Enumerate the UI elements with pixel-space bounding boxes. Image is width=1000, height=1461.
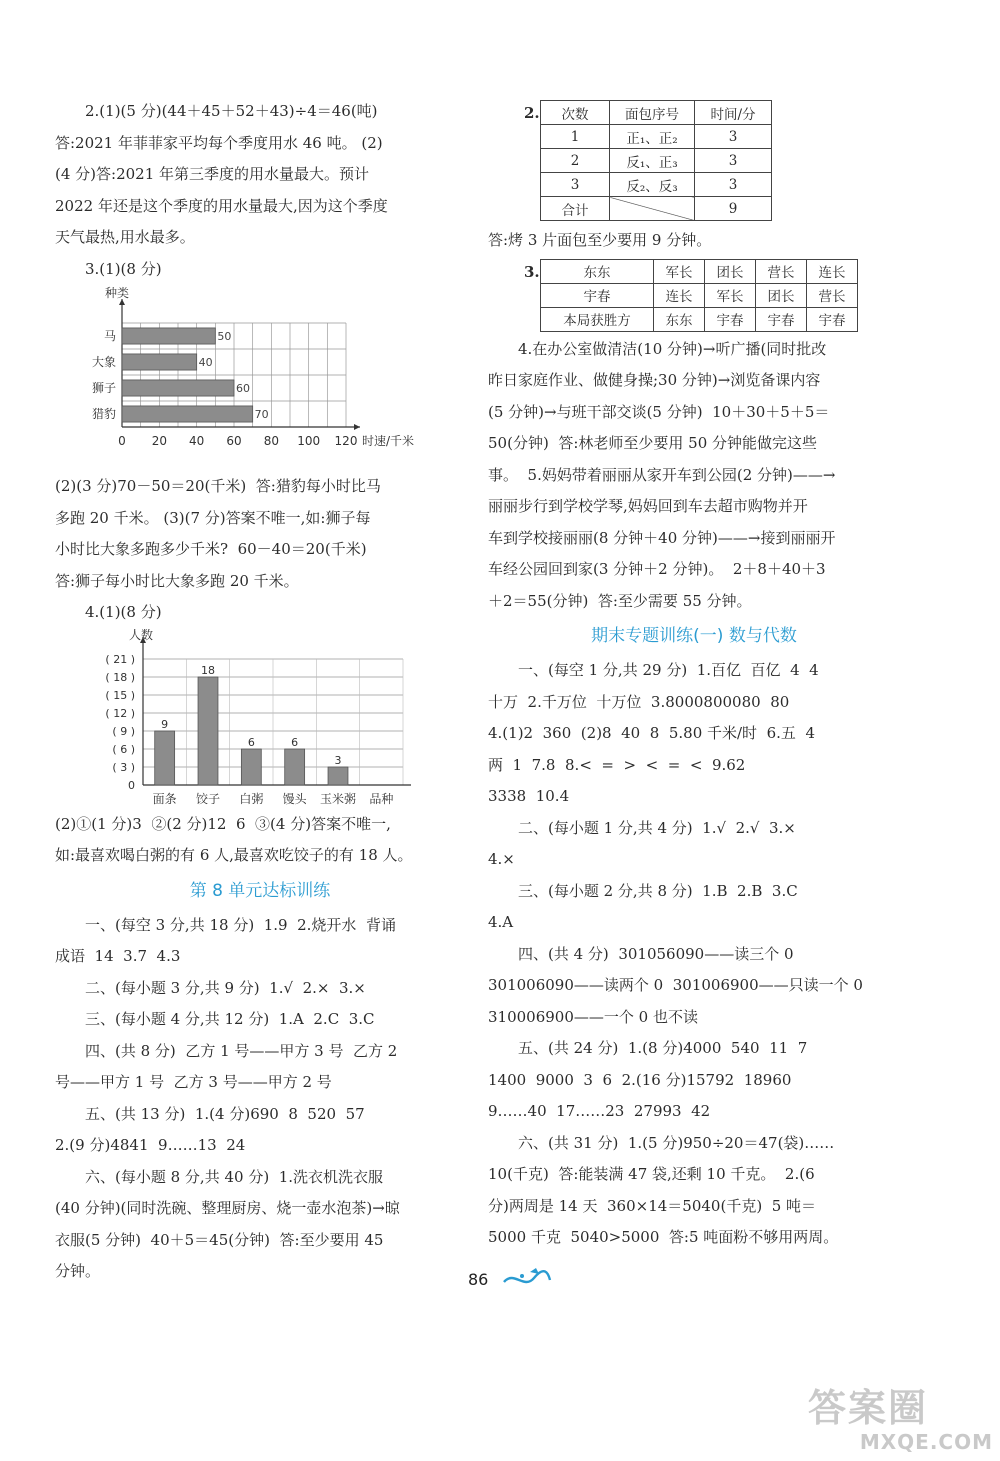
data-label: 60 xyxy=(236,382,250,395)
text-line: 答:2021 年菲菲家平均每个季度用水 46 吨。 (2) xyxy=(55,133,383,152)
bar xyxy=(122,354,197,370)
table-header-cell: 面包序号 xyxy=(610,101,695,125)
table2-answer: 答:烤 3 片面包至少要用 9 分钟。 xyxy=(488,231,712,249)
text-line: (2)①(1 分)3 ②(2 分)12 6 ③(4 分)答案不唯一, xyxy=(55,814,391,833)
table3-number: 3. xyxy=(524,262,540,281)
table-row xyxy=(541,197,772,221)
text-line: 50(分钟) 答:林老师至少要用 50 分钟能做完这些 xyxy=(488,434,818,452)
final-block xyxy=(488,655,900,1254)
y-axis-label: 种类 xyxy=(105,286,130,300)
table-row xyxy=(541,125,772,149)
x-tick-label: 40 xyxy=(189,434,205,448)
y-tick-label: ( 21 ) xyxy=(105,652,135,666)
table3-block xyxy=(488,259,900,332)
bar xyxy=(198,677,218,785)
text-line: 成语 14 3.7 4.3 xyxy=(55,947,181,965)
text-line: 4.(1)2 360 (2)8 40 8 5.80 千米/时 6.五 4 xyxy=(488,724,815,742)
table-cell: 反₁、正₃ xyxy=(610,149,695,173)
table2-block xyxy=(488,100,900,221)
text-line: (4 分)答:2021 年第三季度的用水量最大。预计 xyxy=(55,165,370,183)
y-tick-label: ( 9 ) xyxy=(112,724,135,738)
table-cell: 军长 xyxy=(654,259,705,283)
text-line: 一、(每空 1 分,共 29 分) 1.百亿 百亿 4 4 xyxy=(518,661,819,679)
text-line: 答:狮子每小时比大象多跑 20 千米。 xyxy=(55,571,299,590)
table-cell: 连长 xyxy=(654,283,705,307)
text-line: 十万 2.千万位 十万位 3.8000800080 80 xyxy=(488,692,790,711)
text-line: 如:最喜欢喝白粥的有 6 人,最喜欢吃饺子的有 18 人。 xyxy=(55,846,413,864)
y-tick-label: ( 15 ) xyxy=(105,688,135,702)
table-cell: 9 xyxy=(695,197,772,221)
text-line: (2)(3 分)70－50＝20(千米) 答:猎豹每小时比马 xyxy=(55,477,381,495)
table-cell: 宇春 xyxy=(756,307,807,331)
x-axis-label: 品种 xyxy=(369,791,394,806)
table-row xyxy=(541,283,858,307)
swirl-ornament-icon xyxy=(500,1266,554,1296)
table-cell: 宇春 xyxy=(705,307,756,331)
y-tick-label: 0 xyxy=(128,778,135,792)
data-label: 70 xyxy=(254,408,269,421)
bar xyxy=(122,380,234,396)
y-tick-label: ( 18 ) xyxy=(105,670,135,684)
text-line: 六、(共 31 分) 1.(5 分)950÷20＝47(袋)…… xyxy=(518,1133,835,1152)
category-label: 马 xyxy=(103,329,116,343)
text-line: 5000 千克 5040>5000 答:5 吨面粉不够用两周。 xyxy=(488,1228,839,1246)
table-row xyxy=(541,307,858,331)
q4-answers xyxy=(55,809,465,872)
text-line: 1400 9000 3 6 2.(16 分)15792 18960 xyxy=(488,1070,792,1089)
table-row xyxy=(541,259,858,283)
q3-heading: 3.(1)(8 分) xyxy=(85,259,162,278)
x-axis-arrow xyxy=(354,424,360,430)
text-line: 310006900——一个 0 也不读 xyxy=(488,1007,698,1026)
text-line: 四、(共 8 分) 乙方 1 号——甲方 3 号 乙方 2 xyxy=(85,1041,398,1060)
table-row xyxy=(541,149,772,173)
text-line: 丽丽步行到学校学琴,妈妈回到车去超市购物并开 xyxy=(488,497,808,515)
category-label: 面条 xyxy=(152,791,177,806)
text-line: (5 分钟)→与班干部交谈(5 分钟) 10＋30＋5＋5＝ xyxy=(488,402,830,421)
watermark-title: 答案圈 xyxy=(808,1386,929,1430)
text-line: 多跑 20 千米。 (3)(7 分)答案不唯一,如:狮子每 xyxy=(55,508,371,527)
horizontal-bar-chart-svg xyxy=(55,285,465,471)
bar xyxy=(122,328,215,344)
table-cell: 本局获胜方 xyxy=(541,307,654,331)
bar xyxy=(328,767,348,785)
x-tick-label: 0 xyxy=(118,434,126,448)
bar xyxy=(285,749,305,785)
text-line: 二、(每小题 3 分,共 9 分) 1.√ 2.× 3.× xyxy=(85,978,366,997)
category-label: 玉米粥 xyxy=(319,791,357,806)
table-cell: 连长 xyxy=(807,259,858,283)
x-tick-label: 120 xyxy=(334,434,358,448)
text-line: 四、(共 4 分) 301056090——读三个 0 xyxy=(518,944,794,963)
vertical-bar-chart-svg xyxy=(55,629,465,809)
table-cell: 宇春 xyxy=(541,283,654,307)
text-line: 天气最热,用水最多。 xyxy=(55,228,195,246)
bar xyxy=(122,406,253,422)
text-line: 五、(共 24 分) 1.(8 分)4000 540 11 7 xyxy=(518,1039,808,1057)
text-line: 车到学校接丽丽(8 分钟＋40 分钟)——→接到丽丽开 xyxy=(488,528,836,547)
table-cell: 3 xyxy=(695,149,772,173)
category-label: 白粥 xyxy=(239,791,264,806)
table-cell: 2 xyxy=(541,149,610,173)
table3 xyxy=(540,259,858,332)
text-line: 五、(共 13 分) 1.(4 分)690 8 520 57 xyxy=(85,1104,365,1123)
text-line: 4.× xyxy=(488,850,515,868)
table-cell: 反₂、反₃ xyxy=(610,173,695,197)
text-line: 号——甲方 1 号 乙方 3 号——甲方 2 号 xyxy=(55,1073,332,1091)
x-tick-label: 20 xyxy=(151,434,167,448)
table-cell: 营长 xyxy=(807,283,858,307)
x-axis-label: 时速/千米 xyxy=(362,434,415,448)
category-label: 馒头 xyxy=(282,791,307,806)
text-line: 衣服(5 分钟) 40＋5＝45(分钟) 答:至少要用 45 xyxy=(55,1230,384,1249)
watermark-url: MXQE.COM xyxy=(859,1430,993,1454)
final-heading: 期末专题训练(一) 数与代数 xyxy=(591,626,797,646)
text-line: 事。 5.妈妈带着丽丽从家开车到公园(2 分钟)——→ xyxy=(488,465,836,484)
table2-number: 2. xyxy=(524,104,540,122)
page-number: 86 xyxy=(468,1270,489,1289)
text-line: 三、(每小题 4 分,共 12 分) 1.A 2.C 3.C xyxy=(85,1010,375,1028)
y-axis-label: 人数 xyxy=(129,628,154,642)
data-label: 3 xyxy=(334,753,342,767)
text-line: 分)两周是 14 天 360×14＝5040(千克) 5 吨＝ xyxy=(488,1196,817,1215)
text-line: 301006090——读两个 0 301006900——只读一个 0 xyxy=(488,976,863,994)
y-tick-label: ( 6 ) xyxy=(112,742,135,756)
text-line: 分钟。 xyxy=(55,1262,101,1280)
table-header-cell: 时间/分 xyxy=(695,101,772,125)
data-label: 6 xyxy=(291,735,299,749)
table-cell: 军长 xyxy=(705,283,756,307)
table-cell: 合计 xyxy=(541,197,610,221)
table-cell: 营长 xyxy=(756,259,807,283)
table-header-row xyxy=(541,101,772,125)
x-tick-label: 80 xyxy=(263,434,279,448)
y-tick-label: ( 12 ) xyxy=(105,706,135,720)
text-line: 2.(9 分)4841 9……13 24 xyxy=(55,1136,246,1154)
table-cell: 正₁、正₂ xyxy=(610,125,695,149)
text-line: 六、(每小题 8 分,共 40 分) 1.洗衣机洗衣服 xyxy=(85,1167,384,1186)
bar xyxy=(155,731,175,785)
text-line: 二、(每小题 1 分,共 4 分) 1.√ 2.√ 3.× xyxy=(518,818,796,837)
table-header-cell: 次数 xyxy=(541,101,610,125)
text-line: 小时比大象多跑多少千米? 60－40＝20(千米) xyxy=(55,540,367,558)
table-cell: 东东 xyxy=(541,259,654,283)
table-cell: 团长 xyxy=(705,259,756,283)
category-label: 大象 xyxy=(91,355,116,369)
data-label: 40 xyxy=(198,356,213,369)
data-label: 9 xyxy=(161,717,169,731)
q2-block xyxy=(55,96,465,254)
table-cell: 3 xyxy=(541,173,610,197)
vertical-bar-chart xyxy=(55,629,465,809)
right-column xyxy=(488,100,900,1254)
text-line: 4.A xyxy=(488,913,514,931)
y-tick-label: ( 3 ) xyxy=(112,760,135,774)
unit8-block xyxy=(55,910,465,1288)
table-cell: 团长 xyxy=(756,283,807,307)
text-line: 2022 年还是这个季度的用水量最大,因为这个季度 xyxy=(55,196,388,215)
text-line: 两 1 7.8 8.< = > < = < 9.62 xyxy=(488,755,746,774)
x-tick-label: 100 xyxy=(297,434,321,448)
category-label: 狮子 xyxy=(91,381,116,395)
bar xyxy=(241,749,261,785)
watermark-logo xyxy=(808,1386,993,1458)
text-line: 一、(每空 3 分,共 18 分) 1.9 2.烧开水 背诵 xyxy=(85,915,396,934)
q4-heading: 4.(1)(8 分) xyxy=(85,603,162,621)
text-line: 9……40 17……23 27993 42 xyxy=(488,1102,711,1120)
table-cell: 3 xyxy=(695,125,772,149)
category-label: 猎豹 xyxy=(91,407,116,421)
text-line: 10(千克) 答:能装满 47 袋,还剩 10 千克。 2.(6 xyxy=(488,1165,815,1183)
diagonal-cell xyxy=(610,197,695,221)
table2 xyxy=(540,100,772,221)
text-line: ＋2＝55(分钟) 答:至少需要 55 分钟。 xyxy=(488,591,752,610)
text-line: 4.在办公室做清洁(10 分钟)→听广播(同时批改 xyxy=(518,339,827,358)
category-label: 饺子 xyxy=(195,791,221,806)
data-label: 18 xyxy=(201,663,215,677)
horizontal-bar-chart xyxy=(55,285,465,471)
table-cell: 1 xyxy=(541,125,610,149)
q3-answers xyxy=(55,471,465,597)
text-line: 昨日家庭作业、做健身操;30 分钟)→浏览备课内容 xyxy=(488,371,821,389)
table-cell: 3 xyxy=(695,173,772,197)
text-line: 三、(每小题 2 分,共 8 分) 1.B 2.B 3.C xyxy=(518,881,798,900)
data-label: 50 xyxy=(217,330,232,343)
q4-q5-block xyxy=(488,334,900,618)
table-cell: 东东 xyxy=(654,307,705,331)
text-line: (40 分钟)(同时洗碗、整理厨房、烧一壶水泡茶)→晾 xyxy=(55,1199,400,1217)
data-label: 6 xyxy=(247,735,255,749)
text-line: 3338 10.4 xyxy=(488,787,570,805)
unit8-heading: 第 8 单元达标训练 xyxy=(189,880,331,901)
left-column xyxy=(55,96,465,1288)
text-line: 2.(1)(5 分)(44＋45＋52＋43)÷4＝46(吨) xyxy=(85,102,378,120)
x-tick-label: 60 xyxy=(226,434,242,448)
text-line: 车经公园回到家(3 分钟＋2 分钟)。 2＋8＋40＋3 xyxy=(488,560,826,578)
table-cell: 宇春 xyxy=(807,307,858,331)
table-row xyxy=(541,173,772,197)
